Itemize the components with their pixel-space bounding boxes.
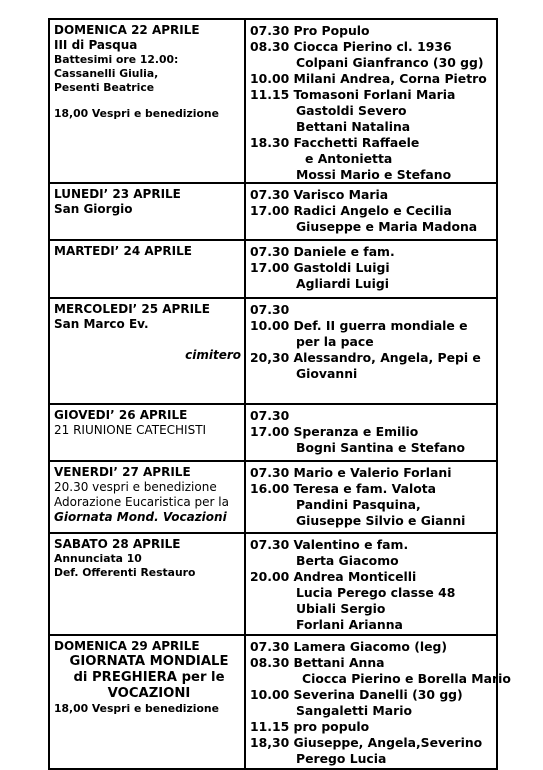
day-feast: GIORNATA MONDIALE (69, 654, 229, 669)
day-title: VENERDI’ 27 APRILE (54, 465, 191, 479)
day-row (48, 534, 498, 636)
day-info (50, 462, 246, 532)
mass-entry: 16.00 Teresa e fam. Valota (250, 481, 436, 496)
mass-entry: 10.00 Def. II guerra mondiale e (250, 318, 468, 333)
mass-entry: Ciocca Pierino e Borella Mario (302, 671, 511, 686)
day-feast: San Marco Ev. (54, 317, 149, 331)
day-row (48, 462, 498, 534)
mass-entry: Giuseppe Silvio e Gianni (296, 513, 466, 528)
mass-entry: Forlani Arianna (296, 617, 403, 632)
mass-entry: 07.30 Pro Populo (250, 23, 370, 38)
day-title: MARTEDI’ 24 APRILE (54, 244, 192, 258)
mass-entry: 11.15 pro populo (250, 719, 370, 734)
day-title: MERCOLEDI’ 25 APRILE (54, 302, 210, 316)
day-info (50, 636, 246, 768)
mass-entry: 07.30 Valentino e fam. (250, 537, 409, 552)
day-row (48, 405, 498, 462)
mass-entry: Bettani Natalina (296, 119, 411, 134)
mass-entry: 07.30 Mario e Valerio Forlani (250, 465, 452, 480)
mass-entry: 10.00 Severina Danelli (30 gg) (250, 687, 463, 702)
mass-entry: 17.00 Gastoldi Luigi (250, 260, 390, 275)
day-row (48, 636, 511, 770)
day-info (50, 184, 246, 239)
mass-entry: 07.30 Varisco Maria (250, 187, 389, 202)
day-row (48, 299, 498, 405)
mass-entry: e Antonietta (305, 151, 393, 166)
day-row (48, 18, 498, 184)
mass-entry: Agliardi Luigi (296, 276, 389, 291)
mass-list (246, 405, 496, 460)
mass-list (246, 462, 496, 532)
mass-entry: 10.00 Milani Andrea, Corna Pietro (250, 71, 487, 86)
mass-entry: 20,30 Alessandro, Angela, Pepi e (250, 350, 481, 365)
mass-list (246, 20, 496, 182)
day-info (50, 405, 246, 460)
mass-entry: Lucia Perego classe 48 (296, 585, 456, 600)
day-note: Cassanelli Giulia, (54, 67, 159, 80)
mass-entry: 07.30 (250, 302, 290, 317)
mass-entry: 07.30 Daniele e fam. (250, 244, 395, 259)
mass-entry: Berta Giacomo (296, 553, 399, 568)
mass-list (246, 241, 496, 297)
day-note: Pesenti Beatrice (54, 81, 155, 94)
mass-list (246, 534, 496, 634)
mass-list (246, 636, 511, 768)
day-note: Giornata Mond. Vocazioni (54, 510, 227, 524)
day-note: Adorazione Eucaristica per la (54, 495, 229, 509)
day-feast: San Giorgio (54, 202, 133, 216)
day-title: GIOVEDI’ 26 APRILE (54, 408, 188, 422)
mass-list (246, 184, 496, 239)
day-note: Annunciata 10 (54, 552, 142, 565)
day-row (48, 241, 498, 299)
mass-entry: 18,30 Giuseppe, Angela,Severino (250, 735, 483, 750)
mass-entry: Bogni Santina e Stefano (296, 440, 466, 455)
day-feast: VOCAZIONI (107, 686, 191, 701)
day-note: cimitero (185, 348, 241, 362)
day-info (50, 534, 246, 634)
day-feast: III di Pasqua (54, 38, 138, 52)
day-title: LUNEDI’ 23 APRILE (54, 187, 181, 201)
day-row (48, 184, 498, 241)
mass-entry: 07.30 Lamera Giacomo (leg) (250, 639, 448, 654)
day-note: 18,00 Vespri e benedizione (54, 702, 219, 715)
mass-entry: 20.00 Andrea Monticelli (250, 569, 417, 584)
day-info (50, 20, 246, 182)
mass-entry: 08.30 Bettani Anna (250, 655, 385, 670)
day-feast: di PREGHIERA per le (73, 670, 225, 685)
mass-entry: Colpani Gianfranco (30 gg) (296, 55, 484, 70)
mass-entry: Gastoldi Severo (296, 103, 407, 118)
mass-entry: Mossi Mario e Stefano (296, 167, 452, 182)
mass-entry: Giovanni (296, 366, 358, 381)
day-info (50, 299, 246, 403)
mass-entry: 11.15 Tomasoni Forlani Maria (250, 87, 456, 102)
mass-entry: 18.30 Facchetti Raffaele (250, 135, 420, 150)
mass-entry: 07.30 (250, 408, 290, 423)
mass-entry: Perego Lucia (296, 751, 387, 766)
mass-entry: Sangaletti Mario (296, 703, 412, 718)
mass-entry: 08.30 Ciocca Pierino cl. 1936 (250, 39, 452, 54)
day-note: 18,00 Vespri e benedizione (54, 107, 219, 120)
day-title: DOMENICA 22 APRILE (54, 23, 200, 37)
day-title: DOMENICA 29 APRILE (54, 639, 200, 653)
mass-list (246, 299, 496, 403)
day-info (50, 241, 246, 297)
mass-entry: Pandini Pasquina, (296, 497, 421, 512)
mass-entry: 17.00 Radici Angelo e Cecilia (250, 203, 452, 218)
mass-entry: per la pace (296, 334, 374, 349)
mass-entry: 17.00 Speranza e Emilio (250, 424, 419, 439)
day-note: Battesimi ore 12.00: (54, 53, 179, 66)
day-note: 20.30 vespri e benedizione (54, 480, 217, 494)
mass-entry: Giuseppe e Maria Madona (296, 219, 478, 234)
day-title: SABATO 28 APRILE (54, 537, 181, 551)
day-note: 21 RIUNIONE CATECHISTI (54, 423, 207, 437)
day-note: Def. Offerenti Restauro (54, 566, 196, 579)
mass-entry: Ubiali Sergio (296, 601, 386, 616)
